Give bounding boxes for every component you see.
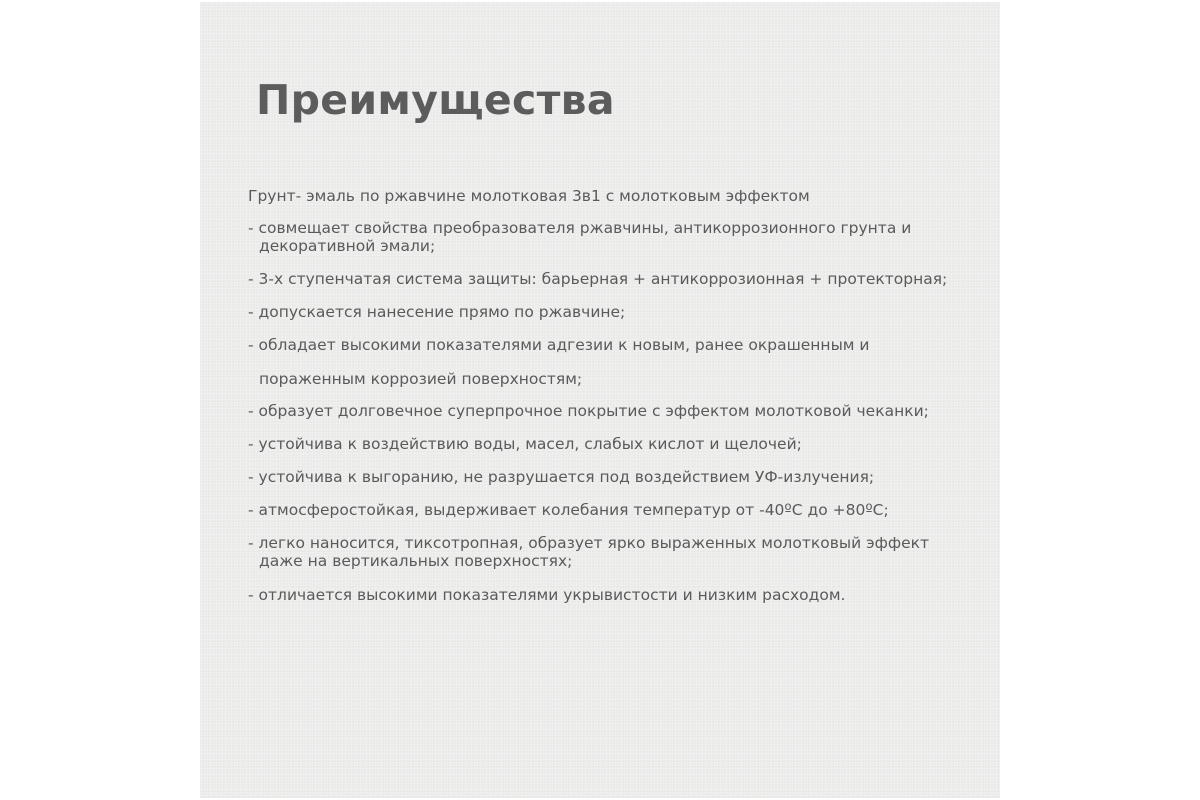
list-item-continuation: декоративной эмали; bbox=[259, 237, 436, 255]
intro-text: Грунт- эмаль по ржавчине молотковая 3в1 с молотковым эффектом bbox=[248, 187, 810, 205]
list-item-continuation: даже на вертикальных поверхностях; bbox=[259, 552, 573, 570]
list-item: - легко наносится, тиксотропная, образует ярко выраженных молотковый эффект bbox=[248, 534, 930, 552]
list-item: - 3-х ступенчатая система защиты: барьерная + антикоррозионная + протекторная; bbox=[248, 270, 948, 288]
list-item: - отличается высокими показателями укрывистости и низким расходом. bbox=[248, 586, 846, 604]
list-item: - допускается нанесение прямо по ржавчине; bbox=[248, 303, 626, 321]
list-item: - обладает высокими показателями адгезии к новым, ранее окрашенным и bbox=[248, 336, 870, 354]
list-item: - образует долговечное суперпрочное покрытие с эффектом молотковой чеканки; bbox=[248, 402, 929, 420]
advantages-card bbox=[200, 2, 1000, 798]
list-item: - устойчива к выгоранию, не разрушается под воздействием УФ-излучения; bbox=[248, 468, 875, 486]
list-item: - атмосферостойкая, выдерживает колебания температур от -40ºС до +80ºС; bbox=[248, 501, 889, 519]
list-item: - совмещает свойства преобразователя ржавчины, антикоррозионного грунта и bbox=[248, 219, 912, 237]
list-item-continuation: пораженным коррозией поверхностям; bbox=[259, 370, 583, 388]
page-title: Преимущества bbox=[256, 76, 615, 124]
list-item: - устойчива к воздействию воды, масел, слабых кислот и щелочей; bbox=[248, 435, 802, 453]
